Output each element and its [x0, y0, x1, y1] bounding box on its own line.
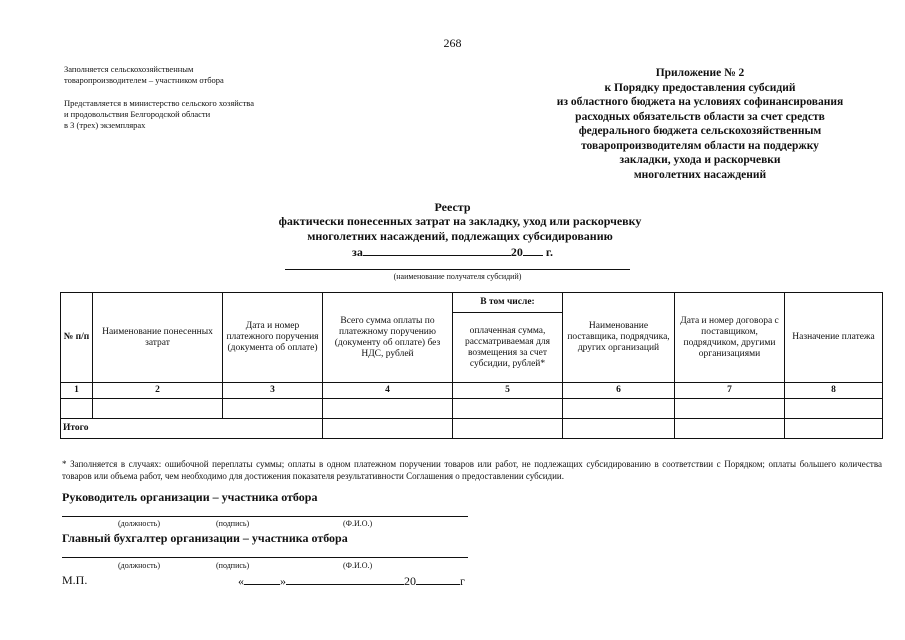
head-signature-title: Руководитель организации – участника отбора [62, 490, 318, 504]
period-label: за [352, 245, 363, 259]
accountant-signature-line[interactable] [62, 557, 468, 558]
footnote: * Заполняется в случаях: ошибочной переплаты суммы; оплаты в одном платежном поручении товаров или работ, не подлежащих субсидированию в соответствии с Порядком; оплаты большего количества товаров или объема работ, чем необходимо для достижения показателя результативности Соглашения о предоставлении субсидии. [62, 459, 882, 481]
page-number: 268 [443, 36, 462, 50]
register-title: Реестр [434, 200, 471, 214]
recipient-caption: (наименование получателя субсидий) [393, 272, 522, 281]
recipient-name-field[interactable] [285, 269, 630, 270]
header-payment-purpose: Назначение платежа [785, 293, 883, 383]
header-payment-date-number: Дата и номер платежного поручения (документа об оплате) [223, 293, 323, 383]
filled-by-line: товаропроизводителем – участником отбора [64, 75, 224, 85]
header-supplier-name: Наименование поставщика, подрядчика, других организаций [563, 293, 675, 383]
date-quote-open: « [238, 574, 244, 588]
table-cell[interactable] [453, 399, 563, 419]
signature-date [238, 573, 465, 589]
accountant-position-caption: (должность) [118, 561, 160, 570]
table-cell[interactable] [675, 399, 785, 419]
total-label: Итого [61, 419, 323, 439]
date-year-suffix: г [460, 574, 465, 588]
head-fio-caption: (Ф.И.О.) [343, 519, 373, 528]
col-number: 3 [223, 383, 323, 399]
date-year-field[interactable] [416, 573, 460, 585]
total-cell[interactable] [563, 419, 675, 439]
appendix-block [500, 66, 900, 182]
appendix-line: расходных обязательств области за счет средств [575, 110, 825, 123]
col-number: 4 [323, 383, 453, 399]
col-number: 6 [563, 383, 675, 399]
total-cell[interactable] [675, 419, 785, 439]
head-signature-caption: (подпись) [216, 519, 250, 528]
date-year-prefix: 20 [404, 574, 416, 588]
appendix-line: Приложение № 2 [655, 67, 745, 79]
register-subtitle-line: многолетних насаждений, подлежащих субсидированию [307, 229, 613, 243]
register-subtitle-line: фактически понесенных затрат на закладку, уход или раскорчевку [278, 214, 642, 228]
total-cell[interactable] [785, 419, 883, 439]
accountant-signature-caption: (подпись) [216, 561, 250, 570]
filled-by-line: Заполняется сельскохозяйственным [64, 64, 194, 74]
accountant-signature-title: Главный бухгалтер организации – участника отбора [62, 531, 348, 545]
head-signature-line[interactable] [62, 516, 468, 517]
appendix-line: закладки, ухода и раскорчевки [619, 154, 781, 166]
col-number: 7 [675, 383, 785, 399]
col-number: 5 [453, 383, 563, 399]
header-total-amount: Всего сумма оплаты по платежному поручению (документу об оплате) без НДС, рублей [323, 293, 453, 383]
register-table [60, 292, 883, 439]
header-including: В том числе: [453, 293, 563, 313]
table-cell[interactable] [93, 399, 223, 419]
table-cell[interactable] [223, 399, 323, 419]
date-month-field[interactable] [286, 573, 404, 585]
date-day-field[interactable] [244, 573, 280, 585]
col-number: 8 [785, 383, 883, 399]
table-cell[interactable] [323, 399, 453, 419]
register-period [0, 244, 905, 260]
submitted-to-note [64, 98, 254, 131]
register-subtitle [150, 214, 770, 244]
appendix-line: из областного бюджета на условиях софинансирования [556, 96, 844, 108]
table-cell[interactable] [563, 399, 675, 419]
total-cell[interactable] [323, 419, 453, 439]
period-field[interactable] [363, 244, 511, 256]
accountant-fio-caption: (Ф.И.О.) [343, 561, 373, 570]
header-paid-amount: оплаченная сумма, рассматриваемая для возмещения за счет субсидии, рублей* [453, 313, 563, 383]
submitted-line: и продовольствия Белгородской области [64, 109, 211, 119]
col-number: 2 [93, 383, 223, 399]
period-year-suffix: г. [545, 245, 553, 259]
stamp-place-label: М.П. [62, 573, 88, 587]
filled-by-note [64, 64, 224, 86]
header-contract-date-number: Дата и номер договора с поставщиком, подрядчиком, другими организациями [675, 293, 785, 383]
head-position-caption: (должность) [118, 519, 160, 528]
submitted-line: в 3 (трех) экземплярах [64, 120, 146, 130]
submitted-line: Представляется в министерство сельского хозяйства [64, 98, 254, 108]
header-num: № п/п [61, 293, 93, 383]
period-year-prefix: 20 [510, 245, 523, 259]
appendix-line: многолетних насаждений [633, 168, 767, 181]
appendix-line: федерального бюджета сельскохозяйственным [578, 125, 822, 137]
header-expense-name: Наименование понесенных затрат [93, 293, 223, 383]
table-row [61, 399, 883, 419]
total-row [61, 419, 883, 439]
col-number: 1 [61, 383, 93, 399]
date-quote-close: » [280, 574, 286, 588]
total-cell[interactable] [453, 419, 563, 439]
table-cell[interactable] [61, 399, 93, 419]
appendix-line: товаропроизводителям области на поддержку [581, 139, 819, 152]
table-cell[interactable] [785, 399, 883, 419]
appendix-line: к Порядку предоставления субсидий [604, 81, 796, 94]
period-year-field[interactable] [523, 244, 543, 256]
